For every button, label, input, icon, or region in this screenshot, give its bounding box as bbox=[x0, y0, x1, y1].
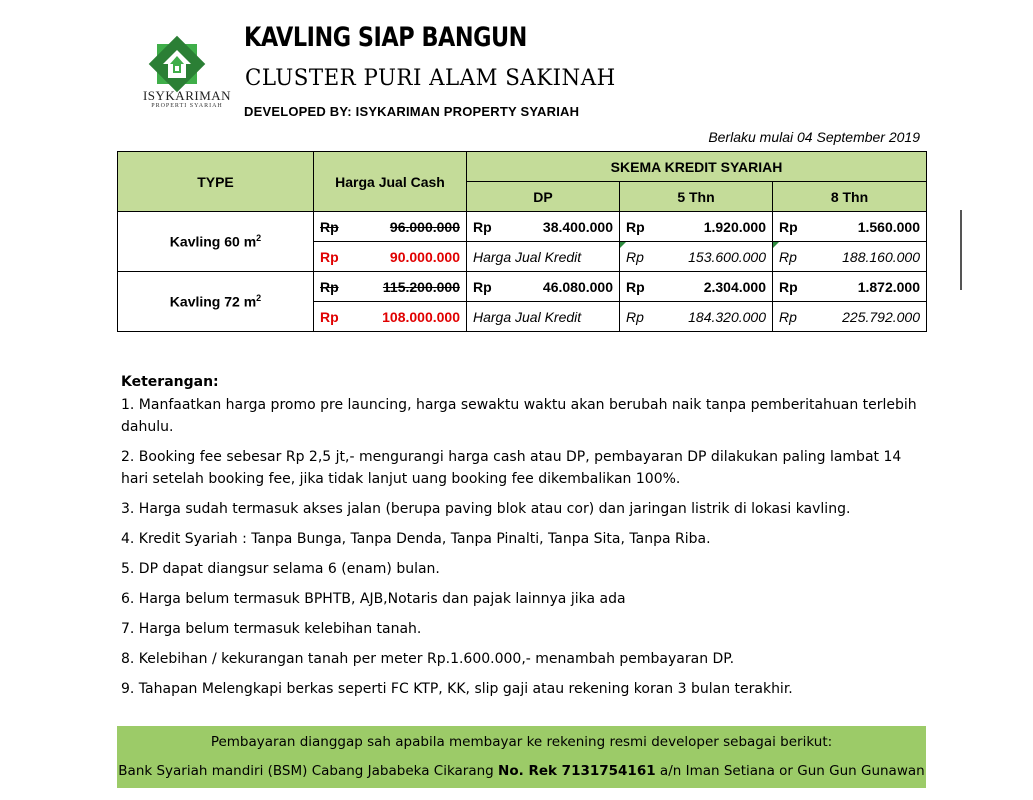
currency: Rp bbox=[626, 278, 645, 295]
logo-subtext: PROPERTI SYARIAH bbox=[151, 103, 223, 109]
note-item: 2. Booking fee sebesar Rp 2,5 jt,- mengurangi harga cash atau DP, pembayaran DP dilakukan paling lambat 14 hari setelah booking fee, jika tidak lanjut uang booking fee dikembalikan 100%. bbox=[121, 449, 902, 487]
currency: Rp bbox=[320, 278, 339, 295]
notes-section bbox=[121, 371, 921, 708]
y5-total-cell bbox=[620, 242, 773, 272]
y5-installment-cell bbox=[620, 212, 773, 242]
currency: Rp bbox=[779, 308, 797, 325]
cash-old-amount: 96.000.000 bbox=[389, 218, 460, 235]
cash-new-amount: 90.000.000 bbox=[389, 248, 460, 265]
bank-name: Bank Syariah mandiri (BSM) Cabang Jababeka Cikarang bbox=[118, 763, 494, 779]
y5-total-amount: 153.600.000 bbox=[688, 248, 766, 265]
cash-old-amount: 115.200.000 bbox=[382, 278, 460, 295]
y8-installment-cell bbox=[773, 212, 927, 242]
type-sup: 2 bbox=[256, 233, 262, 244]
note-item: 4. Kredit Syariah : Tanpa Bunga, Tanpa Denda, Tanpa Pinalti, Tanpa Sita, Tanpa Riba. bbox=[121, 531, 711, 547]
note-item: 6. Harga belum termasuk BPHTB, AJB,Notaris dan pajak lainnya jika ada bbox=[121, 591, 626, 607]
payment-footer bbox=[117, 726, 926, 788]
table-row bbox=[118, 212, 927, 242]
type-cell bbox=[118, 272, 314, 332]
y5-installment-cell bbox=[620, 272, 773, 302]
type-cell bbox=[118, 212, 314, 272]
currency: Rp bbox=[626, 218, 645, 235]
note-item: 8. Kelebihan / kekurangan tanah per meter Rp.1.600.000,- menambah pembayaran DP. bbox=[121, 651, 735, 667]
header-credit-scheme: SKEMA KREDIT SYARIAH bbox=[467, 152, 927, 182]
cash-old-cell bbox=[314, 272, 467, 302]
payment-instruction: Pembayaran dianggap sah apabila membayar ke rekening resmi developer sebagai berikut: bbox=[210, 734, 833, 750]
cash-new-amount: 108.000.000 bbox=[382, 308, 460, 325]
y8-installment-amount: 1.872.000 bbox=[857, 278, 920, 295]
credit-label-cell: Harga Jual Kredit bbox=[467, 242, 620, 272]
y8-total-cell bbox=[773, 242, 927, 272]
header-5-years: 5 Thn bbox=[620, 182, 773, 212]
logo-wordmark: ISYKARIMAN bbox=[142, 88, 232, 103]
dp-amount: 46.080.000 bbox=[542, 278, 613, 295]
account-number: No. Rek 7131754161 bbox=[498, 763, 656, 779]
cash-old-cell bbox=[314, 212, 467, 242]
document-title: KAVLING SIAP BANGUN bbox=[244, 22, 527, 53]
bank-account-line bbox=[117, 763, 926, 779]
dp-cell bbox=[467, 212, 620, 242]
account-holder: a/n Iman Setiana or Gun Gun Gunawan bbox=[659, 763, 925, 779]
y8-total-amount: 225.792.000 bbox=[842, 308, 920, 325]
price-table bbox=[117, 151, 927, 332]
y8-installment-cell bbox=[773, 272, 927, 302]
y8-installment-amount: 1.560.000 bbox=[857, 218, 920, 235]
type-label: Kavling 60 m bbox=[169, 233, 257, 250]
currency: Rp bbox=[320, 248, 339, 265]
currency: Rp bbox=[626, 248, 644, 265]
note-item: 9. Tahapan Melengkapi berkas seperti FC KTP, KK, slip gaji atau rekening koran 3 bulan terakhir. bbox=[121, 681, 793, 697]
note-item: 3. Harga sudah termasuk akses jalan (berupa paving blok atau cor) dan jaringan listrik di lokasi kavling. bbox=[121, 501, 851, 517]
currency: Rp bbox=[473, 218, 492, 235]
header-cash: Harga Jual Cash bbox=[314, 152, 467, 212]
header-dp: DP bbox=[467, 182, 620, 212]
cash-new-cell bbox=[314, 242, 467, 272]
type-label: Kavling 72 m bbox=[169, 293, 257, 310]
y5-total-cell bbox=[620, 302, 773, 332]
y8-total-amount: 188.160.000 bbox=[842, 248, 920, 265]
y5-installment-amount: 2.304.000 bbox=[703, 278, 766, 295]
header-8-years: 8 Thn bbox=[773, 182, 927, 212]
y5-total-amount: 184.320.000 bbox=[688, 308, 766, 325]
currency: Rp bbox=[779, 278, 798, 295]
currency: Rp bbox=[779, 248, 797, 265]
credit-label-cell: Harga Jual Kredit bbox=[467, 302, 620, 332]
dp-amount: 38.400.000 bbox=[542, 218, 613, 235]
type-sup: 2 bbox=[256, 293, 262, 304]
developer-line: DEVELOPED BY: ISYKARIMAN PROPERTY SYARIAH bbox=[244, 104, 580, 119]
edge-artifact bbox=[960, 210, 962, 290]
currency: Rp bbox=[473, 278, 492, 295]
notes-title: Keterangan: bbox=[121, 374, 219, 390]
currency: Rp bbox=[779, 218, 798, 235]
note-item: 5. DP dapat diangsur selama 6 (enam) bulan. bbox=[121, 561, 440, 577]
currency: Rp bbox=[320, 218, 339, 235]
currency: Rp bbox=[320, 308, 339, 325]
table-header-row bbox=[118, 152, 927, 182]
cash-new-cell bbox=[314, 302, 467, 332]
table-row bbox=[118, 272, 927, 302]
y5-installment-amount: 1.920.000 bbox=[703, 218, 766, 235]
cluster-name: CLUSTER PURI ALAM SAKINAH bbox=[245, 66, 616, 91]
dp-cell bbox=[467, 272, 620, 302]
effective-date: Berlaku mulai 04 September 2019 bbox=[708, 129, 920, 145]
y8-total-cell bbox=[773, 302, 927, 332]
note-item: 7. Harga belum termasuk kelebihan tanah. bbox=[121, 621, 422, 637]
currency: Rp bbox=[626, 308, 644, 325]
header-type: TYPE bbox=[118, 152, 314, 212]
note-item: 1. Manfaatkan harga promo pre launcing, harga sewaktu waktu akan berubah naik tanpa pemberitahuan terlebih dahulu. bbox=[121, 397, 917, 435]
